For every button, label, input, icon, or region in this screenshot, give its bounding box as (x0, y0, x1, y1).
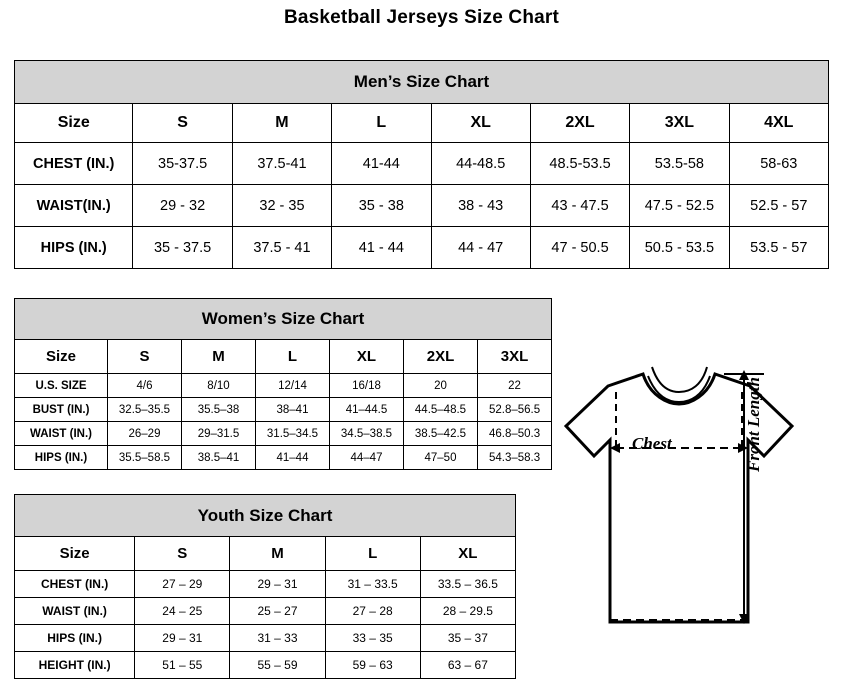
table-cell: 41-44 (332, 143, 431, 185)
table-cell: 37.5 - 41 (232, 227, 331, 269)
table-row (15, 143, 829, 185)
table-cell: 26–29 (108, 422, 182, 446)
table-row (15, 652, 516, 679)
table-cell: 55 – 59 (230, 652, 325, 679)
table-cell: 22 (478, 374, 552, 398)
table-cell: 33 – 35 (325, 625, 420, 652)
table-cell: 16/18 (330, 374, 404, 398)
table-cell: 35 - 38 (332, 185, 431, 227)
table-row (15, 227, 829, 269)
table-cell: 38 - 43 (431, 185, 530, 227)
table-cell: 24 – 25 (135, 598, 230, 625)
table-cell: 27 – 29 (135, 571, 230, 598)
table-cell: 43 - 47.5 (530, 185, 629, 227)
table-cell: 29 – 31 (135, 625, 230, 652)
table-cell: 32 - 35 (232, 185, 331, 227)
jersey-neck-ribbing-path (652, 367, 707, 392)
table-cell: 53.5 - 57 (729, 227, 828, 269)
table-cell: 44 - 47 (431, 227, 530, 269)
row-label: HIPS (IN.) (15, 446, 108, 470)
table-cell: 37.5-41 (232, 143, 331, 185)
column-header-xl: XL (330, 340, 404, 374)
table-cell: 27 – 28 (325, 598, 420, 625)
column-header-s: S (133, 104, 232, 143)
womens-size-chart-table (14, 298, 552, 470)
youth-size-chart-table (14, 494, 516, 679)
chest-annotation-label: Chest (632, 434, 672, 453)
row-label: U.S. SIZE (15, 374, 108, 398)
table-cell: 28 – 29.5 (420, 598, 515, 625)
table-cell: 34.5–38.5 (330, 422, 404, 446)
table-cell: 35 – 37 (420, 625, 515, 652)
row-label: WAIST (IN.) (15, 598, 135, 625)
column-header-size: Size (15, 104, 133, 143)
table-row (15, 625, 516, 652)
table-cell: 8/10 (182, 374, 256, 398)
table-cell: 41–44 (256, 446, 330, 470)
row-label: HEIGHT (IN.) (15, 652, 135, 679)
table-cell: 29–31.5 (182, 422, 256, 446)
table-cell: 25 – 27 (230, 598, 325, 625)
table-cell: 12/14 (256, 374, 330, 398)
table-cell: 32.5–35.5 (108, 398, 182, 422)
table-cell: 35.5–58.5 (108, 446, 182, 470)
table-cell: 38.5–41 (182, 446, 256, 470)
table-cell: 35 - 37.5 (133, 227, 232, 269)
table-cell: 33.5 – 36.5 (420, 571, 515, 598)
table-cell: 41 - 44 (332, 227, 431, 269)
jersey-measurement-diagram (548, 352, 838, 672)
table-cell: 29 – 31 (230, 571, 325, 598)
table-cell: 4/6 (108, 374, 182, 398)
row-label: CHEST (IN.) (15, 571, 135, 598)
column-header-m: M (182, 340, 256, 374)
row-label: BUST (IN.) (15, 398, 108, 422)
table-row (15, 185, 829, 227)
row-label: WAIST(IN.) (15, 185, 133, 227)
youth-chart-caption: Youth Size Chart (15, 495, 516, 537)
column-header-size: Size (15, 537, 135, 571)
table-cell: 31.5–34.5 (256, 422, 330, 446)
table-row (15, 422, 552, 446)
column-header-s: S (108, 340, 182, 374)
table-cell: 35-37.5 (133, 143, 232, 185)
table-caption-row (15, 495, 516, 537)
page-title: Basketball Jerseys Size Chart (283, 7, 560, 28)
table-row (15, 398, 552, 422)
table-header-row (15, 340, 552, 374)
table-cell: 54.3–58.3 (478, 446, 552, 470)
column-header-m: M (230, 537, 325, 571)
table-cell: 44-48.5 (431, 143, 530, 185)
table-cell: 44–47 (330, 446, 404, 470)
table-row (15, 598, 516, 625)
mens-chart-caption: Men’s Size Chart (15, 61, 829, 104)
column-header-s: S (135, 537, 230, 571)
column-header-xl: XL (431, 104, 530, 143)
table-cell: 48.5-53.5 (530, 143, 629, 185)
table-header-row (15, 104, 829, 143)
table-cell: 47–50 (404, 446, 478, 470)
table-cell: 50.5 - 53.5 (630, 227, 729, 269)
table-caption-row (15, 299, 552, 340)
table-cell: 38–41 (256, 398, 330, 422)
column-header-xl: XL (420, 537, 515, 571)
row-label: HIPS (IN.) (15, 625, 135, 652)
table-cell: 44.5–48.5 (404, 398, 478, 422)
column-header-2xl: 2XL (404, 340, 478, 374)
table-cell: 38.5–42.5 (404, 422, 478, 446)
column-header-3xl: 3XL (478, 340, 552, 374)
column-header-l: L (256, 340, 330, 374)
table-cell: 47.5 - 52.5 (630, 185, 729, 227)
column-header-2xl: 2XL (530, 104, 629, 143)
row-label: HIPS (IN.) (15, 227, 133, 269)
table-row (15, 374, 552, 398)
table-row (15, 446, 552, 470)
mens-size-chart-table (14, 60, 829, 269)
table-cell: 58-63 (729, 143, 828, 185)
column-header-l: L (332, 104, 431, 143)
table-cell: 46.8–50.3 (478, 422, 552, 446)
table-row (15, 571, 516, 598)
column-header-4xl: 4XL (729, 104, 828, 143)
column-header-m: M (232, 104, 331, 143)
column-header-l: L (325, 537, 420, 571)
table-cell: 41–44.5 (330, 398, 404, 422)
table-cell: 52.5 - 57 (729, 185, 828, 227)
table-cell: 31 – 33 (230, 625, 325, 652)
table-cell: 51 – 55 (135, 652, 230, 679)
table-cell: 47 - 50.5 (530, 227, 629, 269)
row-label: WAIST (IN.) (15, 422, 108, 446)
jersey-outline-svg (548, 352, 838, 672)
table-cell: 20 (404, 374, 478, 398)
table-caption-row (15, 61, 829, 104)
table-cell: 63 – 67 (420, 652, 515, 679)
table-cell: 52.8–56.5 (478, 398, 552, 422)
column-header-size: Size (15, 340, 108, 374)
front-length-annotation-label: Front Length (744, 377, 763, 472)
table-cell: 53.5-58 (630, 143, 729, 185)
table-cell: 29 - 32 (133, 185, 232, 227)
table-cell: 35.5–38 (182, 398, 256, 422)
row-label: CHEST (IN.) (15, 143, 133, 185)
table-cell: 31 – 33.5 (325, 571, 420, 598)
column-header-3xl: 3XL (630, 104, 729, 143)
womens-chart-caption: Women’s Size Chart (15, 299, 552, 340)
table-header-row (15, 537, 516, 571)
table-cell: 59 – 63 (325, 652, 420, 679)
